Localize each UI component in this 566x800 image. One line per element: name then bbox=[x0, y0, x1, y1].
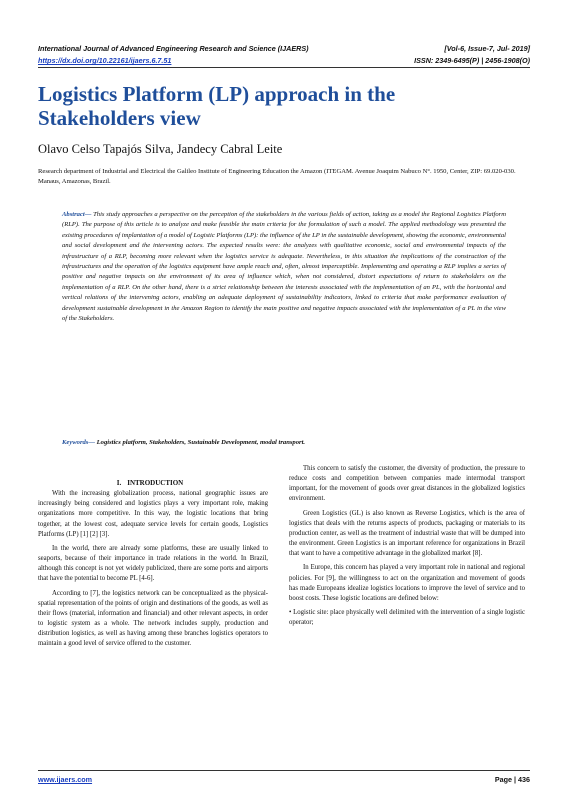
keywords-label: Keywords— bbox=[62, 439, 95, 446]
abstract-label: Abstract— bbox=[62, 211, 92, 218]
volume-issue: [Vol-6, Issue-7, Jul- 2019] bbox=[444, 44, 530, 53]
journal-name: International Journal of Advanced Engineering Research and Science (IJAERS) bbox=[38, 44, 309, 53]
section-heading bbox=[38, 478, 268, 488]
keywords-text: Logistics platform, Stakeholders, Sustainable Development, modal transport. bbox=[94, 439, 306, 446]
journal-website-link[interactable]: www.ijaers.com bbox=[38, 775, 93, 784]
affiliation: Research department of Industrial and Electrical the Galileo Institute of Engineering Education the Amazon (ITEGAM. Avenue Joaquim Nabuco N°. 1950, Center, ZIP: 69.020-030. Manaus, Amazonas, Brazil. bbox=[38, 168, 516, 185]
bullet-item: • Logistic site: place physically well delimited with the intervention of a single logistic operator; bbox=[289, 609, 525, 627]
page-number: Page | 436 bbox=[494, 775, 530, 784]
section-number: I. bbox=[116, 479, 122, 487]
authors: Olavo Celso Tapajós Silva, Jandecy Cabral Leite bbox=[38, 142, 283, 156]
left-column bbox=[38, 478, 268, 654]
paragraph: With the increasing globalization process, national geographic issues are increasingly being considered and logistics plays a very important role, making organizations more competitive. In this way, the logistic locations that bring together, at the lowest cost, adequate service levels for certain goods, Logistics Platforms (LP) [1] [2] [3]. bbox=[38, 490, 268, 538]
right-column bbox=[289, 464, 525, 632]
paper-title: Logistics Platform (LP) approach in the Stakeholders view bbox=[38, 82, 396, 130]
abstract-text: This study approaches a perspective on the perception of the stakeholders in the various fields of action, taking as a model the Regional Logistics Platform (RLP). The purpose of this article is to analyze and make feasible the main criteria for the formulation of such a model. The applied methodology was presented the existing procedures of implantation of a model of Logistic Platforms (LP): the influence of the LP in the sustainable development, showing the economic, environmental and social development and the intervening actors. The expected results were: the analyzes with qualitative economic, social and environmental impacts of the infrastructure of a RLP, becoming more relevant when the logistics service is adequate. Nevertheless, in this situation the implications of the construction of the infrastructures and the operation of the logistics equipment have ample reach and, often, almost imperceptible. Implementing and operating a RLP implies a series of positive and negative impacts on the environment of its area of influence which, when not considered, distort expectations of return to stakeholders on the implementation of a RLP. On the other hand, there is a strict relationship between the interests associated with the implementation of an PL, with the horizontal and vertical relations of the intervening actors, enabling an adequate deployment of sustainability indicators, linked to criteria that make performance evaluation of development sustainable development in the Amazon Region to identify the main positive and negative impacts associated with the implementation of a PL in the view of the Stakeholders. bbox=[62, 211, 506, 323]
section-title: INTRODUCTION bbox=[127, 479, 184, 487]
abstract bbox=[62, 210, 506, 324]
paragraph: According to [7], the logistics network can be conceptualized as the physical-spatial representation of the points of origin and destinations of the goods, as well as their flows (material, information and financial) and other relevant aspects, in order to logistic system as a whole. The network includes supply, production and distribution logistics, as well as having among these branches logistics operators to maintain a good level of service offered to the customer. bbox=[38, 589, 268, 648]
header-divider bbox=[38, 67, 530, 68]
doi-link[interactable]: https://dx.doi.org/10.22161/ijaers.6.7.51 bbox=[38, 56, 172, 65]
footer-divider bbox=[38, 770, 530, 771]
paragraph: In Europe, this concern has played a very important role in national and regional policies. For [9], the willingness to act on the organization and movement of goods has made Europeans idealize logistics locations to improve the level of service and to boost costs. These logistic locations are defined below: bbox=[289, 564, 525, 602]
paragraph: In the world, there are already some platforms, these are usually linked to seaports, because of their importance in trade relations in the world. In Brazil, although this concept is not yet widely publicized, there are some ports and airports that have the potential to become PL [4-6]. bbox=[38, 544, 268, 583]
issn: ISSN: 2349-6495(P) | 2456-1908(O) bbox=[414, 56, 530, 65]
keywords bbox=[62, 438, 506, 448]
paragraph: Green Logistics (GL) is also known as Reverse Logistics, which is the area of logistics that deals with the returns aspects of products, packaging or materials to its production center, as well as the treatment of industrial waste that will be dumped into the environment. Green Logistics is an important reference for organizations in Brazil that want to have a competitive advantage in the globalized market [8]. bbox=[289, 509, 525, 558]
paragraph: This concern to satisfy the customer, the diversity of production, the pressure to reduce costs and competition between companies made intermodal transport important, for the movement of goods over great distances in the globalized logistics environment. bbox=[289, 465, 525, 503]
